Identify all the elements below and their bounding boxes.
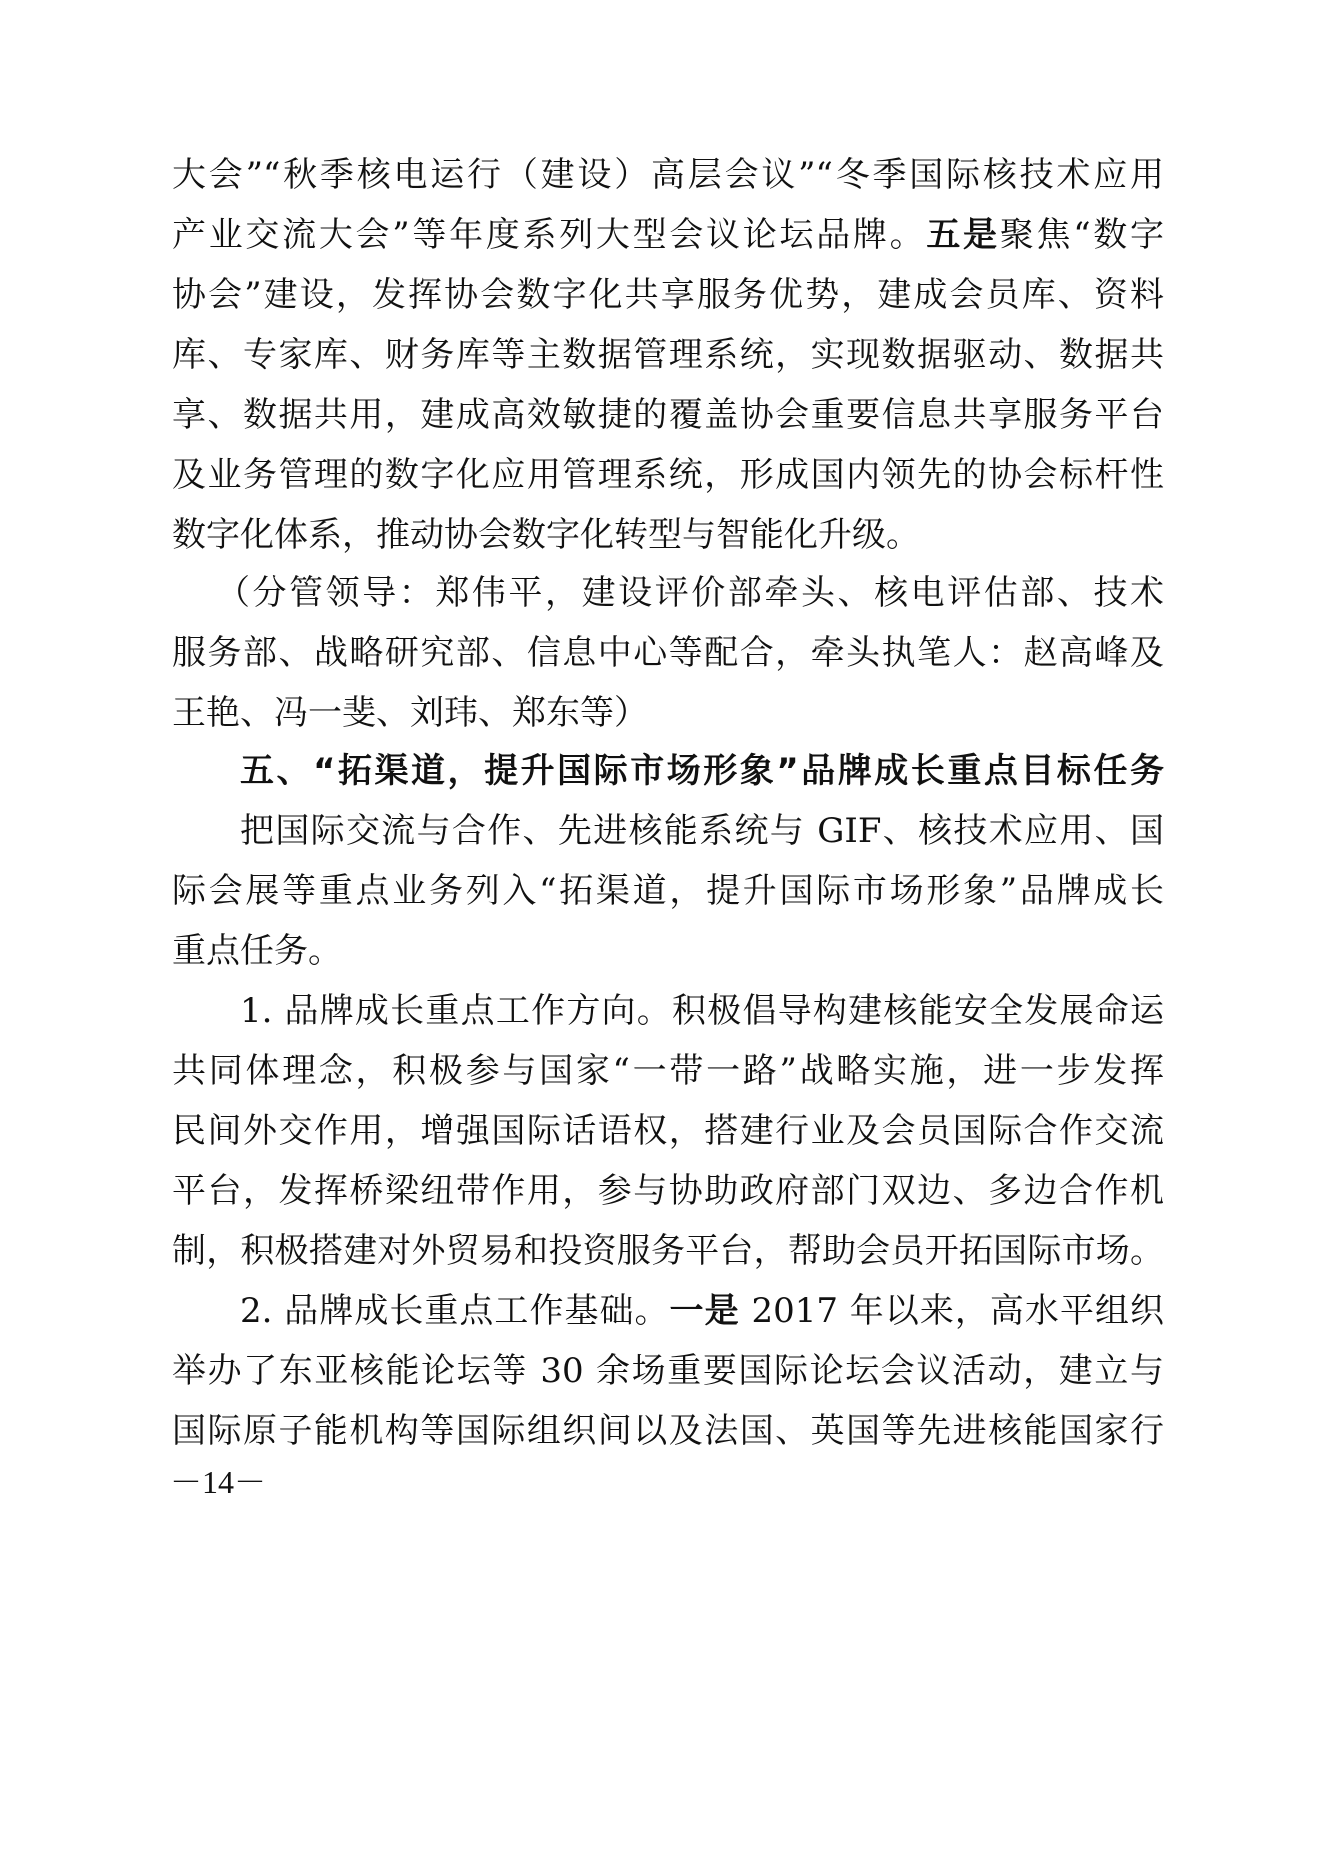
text-line: 共同体理念，积极参与国家“一带一路”战略实施，进一步发挥 [172,1051,1164,1091]
text-line: 及业务管理的数字化应用管理系统，形成国内领先的协会标杆性 [172,455,1164,495]
text-line: 制，积极搭建对外贸易和投资服务平台，帮助会员开拓国际市场。 [172,1231,1164,1271]
text-line: 王艳、冯一斐、刘玮、郑东等） [172,693,648,733]
text-line: 协会”建设，发挥协会数字化共享服务优势，建成会员库、资料 [172,275,1164,315]
section-heading: 五、“拓渠道，提升国际市场形象”品牌成长重点目标任务 [240,751,1164,791]
text-line: 民间外交作用，增强国际话语权，搭建行业及会员国际合作交流 [172,1111,1164,1151]
text-line: 平台，发挥桥梁纽带作用，参与协助政府部门双边、多边合作机 [172,1171,1164,1211]
text-line: 大会”“秋季核电运行（建设）高层会议”“冬季国际核技术应用 [172,155,1164,195]
text-line: 把国际交流与合作、先进核能系统与 GIF、核技术应用、国 [240,811,1164,851]
text-line: 库、专家库、财务库等主数据管理系统，实现数据驱动、数据共 [172,335,1164,375]
text-line: 2. 品牌成长重点工作基础。一是 2017 年以来，高水平组织 [240,1291,1164,1331]
page-number: －14－ [170,1464,267,1500]
text-line: 际会展等重点业务列入“拓渠道，提升国际市场形象”品牌成长 [172,871,1164,911]
text-line: 国际原子能机构等国际组织间以及法国、英国等先进核能国家行 [172,1411,1164,1451]
text-line: 数字化体系，推动协会数字化转型与智能化升级。 [172,515,920,555]
text-line: 重点任务。 [172,931,342,971]
emphasis-marker: 一是 [669,1291,740,1331]
text-line: 举办了东亚核能论坛等 30 余场重要国际论坛会议活动，建立与 [172,1351,1164,1391]
text-line: 产业交流大会”等年度系列大型会议论坛品牌。五是聚焦“数字 [172,215,1164,255]
text-line: 1. 品牌成长重点工作方向。积极倡导构建核能安全发展命运 [240,991,1164,1031]
text-line: 服务部、战略研究部、信息中心等配合，牵头执笔人：赵高峰及 [172,633,1164,673]
emphasis-marker: 五是 [926,215,1000,255]
text-line: （分管领导：郑伟平，建设评价部牵头、核电评估部、技术 [216,573,1164,613]
text-line: 享、数据共用，建成高效敏捷的覆盖协会重要信息共享服务平台 [172,395,1164,435]
